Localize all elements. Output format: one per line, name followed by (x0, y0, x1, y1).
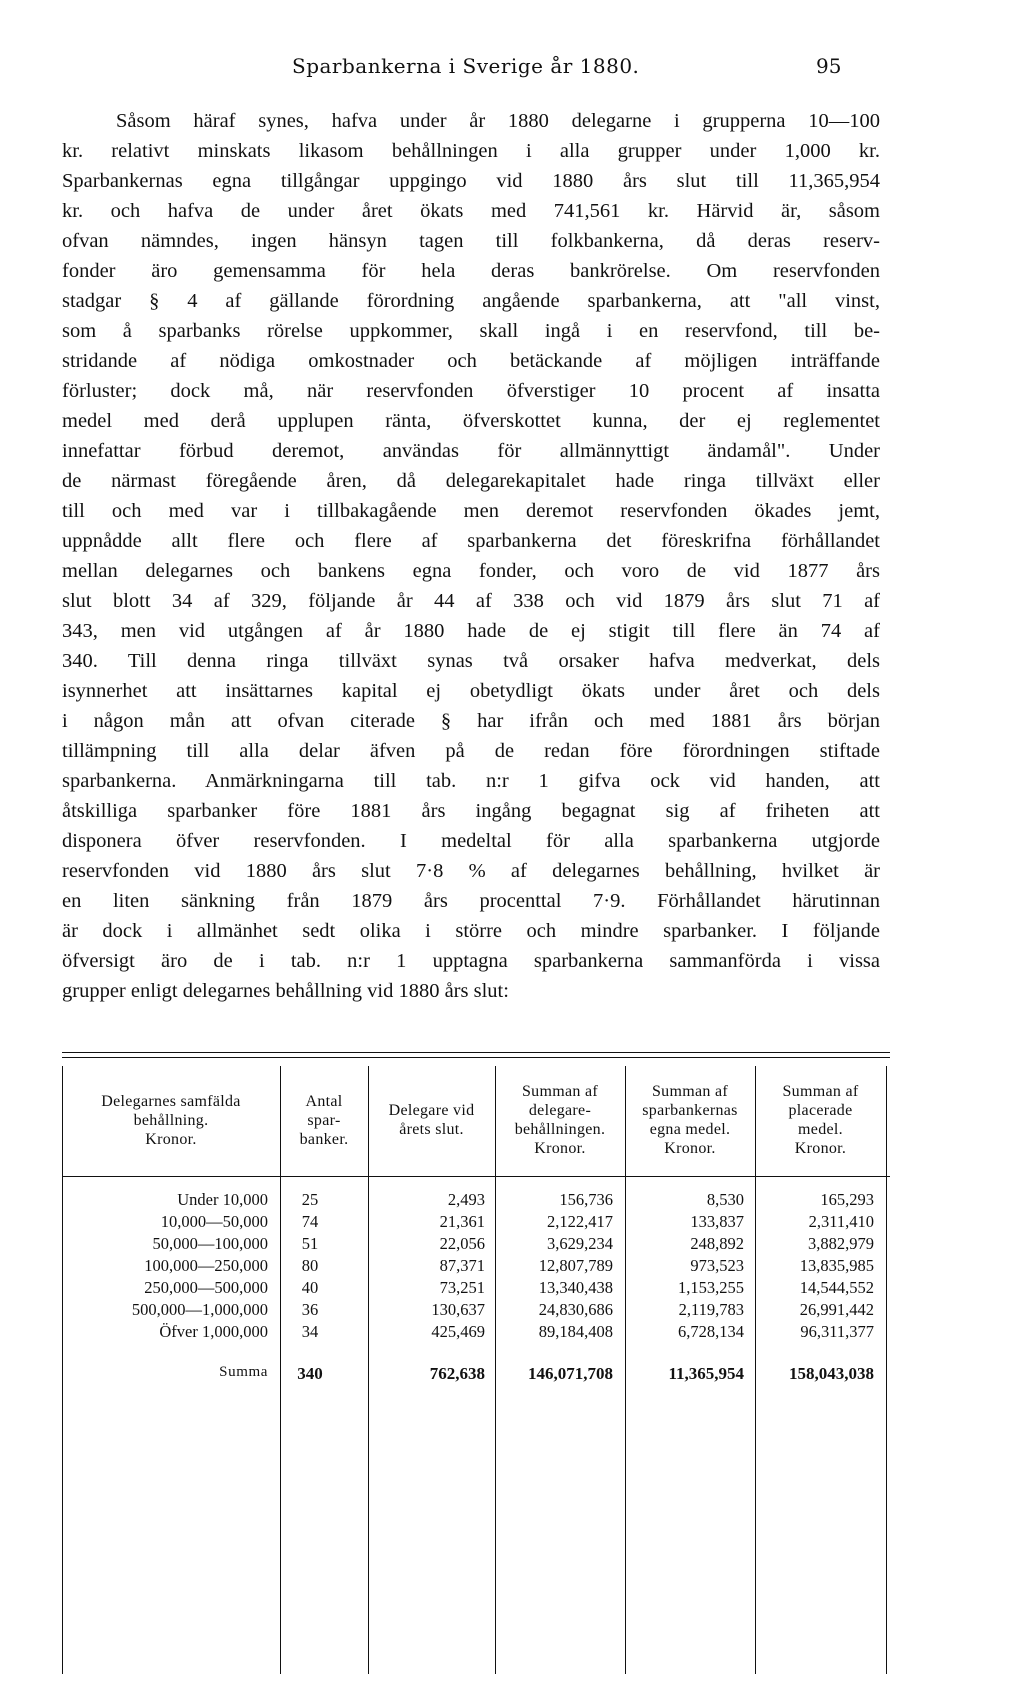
table-cell: 74 (301, 1212, 319, 1231)
table-cell: 22,056 (439, 1234, 485, 1253)
table-row (62, 1278, 890, 1300)
table-cell: 34 (301, 1322, 319, 1341)
column-header-line: medel. (798, 1121, 843, 1138)
text-line: fonder äro gemensamma för hela deras bankrörelse. Om reservfonden (62, 260, 880, 282)
table-cell: 156,736 (559, 1190, 613, 1209)
text-line: grupper enligt delegarnes behållning vid 1880 års slut: (62, 980, 509, 1002)
total-cell: 146,071,708 (528, 1364, 613, 1383)
table-cell: 12,807,789 (538, 1256, 613, 1275)
table-cell: 25 (301, 1190, 319, 1209)
table-row (62, 1300, 890, 1322)
table-top-rule-inner (62, 1057, 890, 1058)
table-row (62, 1190, 890, 1212)
text-line: stadgar § 4 af gällande förordning angående sparbankerna, att "all vinst, (62, 290, 880, 312)
row-label: 100,000—250,000 (144, 1256, 268, 1275)
table-cell: 133,837 (690, 1212, 744, 1231)
column-header-line: delegare- (528, 1102, 592, 1119)
text-line: uppnådde allt flere och flere af sparbankerna det föreskrifna förhållandet (62, 530, 880, 552)
total-cell: 762,638 (429, 1364, 485, 1383)
text-line: mellan delegarnes och bankens egna fonder, och voro de vid 1877 års (62, 560, 880, 582)
total-row (62, 1364, 890, 1386)
row-label: 500,000—1,000,000 (131, 1300, 268, 1319)
column-header (280, 1066, 368, 1174)
text-line: de närmast föregående åren, då delegarekapitalet hade ringa tillväxt eller (62, 470, 880, 492)
row-label: Under 10,000 (177, 1190, 268, 1209)
table-cell: 3,629,234 (547, 1234, 613, 1253)
text-line: förluster; dock må, när reservfonden öfverstiger 10 procent af insatta (62, 380, 880, 402)
table-cell: 2,493 (447, 1190, 485, 1209)
total-label: Summa (219, 1364, 268, 1380)
text-line: Sparbankernas egna tillgångar uppgingo vid 1880 års slut till 11,365,954 (62, 170, 880, 192)
table-cell: 89,184,408 (538, 1322, 613, 1341)
table-cell: 80 (301, 1256, 319, 1275)
table-row (62, 1256, 890, 1278)
column-header-line: årets slut. (399, 1121, 464, 1138)
table-cell: 165,293 (820, 1190, 874, 1209)
row-label: 10,000—50,000 (160, 1212, 268, 1231)
column-header-line: behållning. (133, 1111, 209, 1129)
column-header-line: spar- (307, 1111, 341, 1129)
column-header-line: Kronor. (664, 1140, 716, 1157)
table-cell: 51 (301, 1234, 319, 1253)
table-cell: 2,119,783 (678, 1300, 744, 1319)
table-cell: 425,469 (431, 1322, 485, 1341)
column-header (62, 1066, 280, 1174)
row-label: Öfver 1,000,000 (159, 1322, 268, 1341)
table-cell: 2,122,417 (547, 1212, 613, 1231)
column-header-line: placerade (788, 1102, 853, 1119)
column-header-line: Summan af (782, 1083, 859, 1100)
table-cell: 14,544,552 (799, 1278, 874, 1297)
column-header-line: Kronor. (794, 1140, 847, 1157)
running-title: Sparbankerna i Sverige år 1880. (292, 54, 640, 78)
column-header (625, 1066, 755, 1174)
page-number: 95 (816, 54, 842, 78)
table-row (62, 1322, 890, 1344)
table-cell: 87,371 (439, 1256, 485, 1275)
column-header-line: Summan af (521, 1083, 598, 1100)
text-line: disponera öfver reservfonden. I medeltal för alla sparbankerna utgjorde (62, 830, 880, 852)
text-line: innefattar förbud deremot, användas för allmännyttigt ändamål". Under (62, 440, 880, 462)
column-header-line: sparbankernas (642, 1102, 738, 1119)
row-label: 50,000—100,000 (152, 1234, 268, 1253)
total-cell: 11,365,954 (668, 1364, 744, 1383)
table-header-rule (62, 1176, 890, 1177)
page-header (60, 50, 860, 82)
table-top-rule (62, 1052, 890, 1053)
text-line: ofvan nämndes, ingen hänsyn tagen till folkbankerna, då deras reserv- (62, 230, 880, 252)
column-header (755, 1066, 886, 1174)
column-header-line: Summan af (651, 1083, 728, 1100)
table-cell: 13,835,985 (799, 1256, 874, 1275)
column-header-line: egna medel. (649, 1121, 731, 1138)
text-line: en liten sänkning från 1879 års procenttal 7·9. Förhållandet härutinnan (62, 890, 880, 912)
text-line: kr. relativt minskats likasom behållningen i alla grupper under 1,000 kr. (62, 140, 880, 162)
table-cell: 13,340,438 (538, 1278, 613, 1297)
summary-table (62, 1052, 892, 1682)
text-line: åtskilliga sparbanker före 1881 års ingång begagnat sig af friheten att (62, 800, 880, 822)
table-cell: 73,251 (439, 1278, 485, 1297)
text-line: till och med var i tillbakagående men deremot reservfonden ökades jemt, (62, 500, 880, 522)
table-cell: 6,728,134 (678, 1322, 744, 1341)
table-cell: 8,530 (706, 1190, 744, 1209)
column-header-line: Delegarnes samfälda (101, 1092, 241, 1110)
text-line: medel med derå upplupen ränta, öfverskottet kunna, der ej reglementet (62, 410, 880, 432)
table-cell: 36 (301, 1300, 319, 1319)
row-label: 250,000—500,000 (144, 1278, 268, 1297)
table-cell: 40 (301, 1278, 319, 1297)
text-line: sparbankerna. Anmärkningarna till tab. n:r 1 gifva ock vid handen, att (62, 770, 880, 792)
text-line: kr. och hafva de under året ökats med 741,561 kr. Härvid är, såsom (62, 200, 880, 222)
table-cell: 2,311,410 (808, 1212, 874, 1231)
text-line: som å sparbanks rörelse uppkommer, skall ingå i en reservfond, till be- (62, 320, 880, 342)
column-header (495, 1066, 625, 1174)
column-header (368, 1066, 495, 1174)
table-row (62, 1212, 890, 1234)
table-cell: 973,523 (690, 1256, 744, 1275)
table-cell: 26,991,442 (799, 1300, 874, 1319)
column-header-line: Kronor. (534, 1140, 586, 1157)
body-paragraph (62, 106, 880, 1006)
table-cell: 1,153,255 (678, 1278, 744, 1297)
table-cell: 21,361 (439, 1212, 485, 1231)
total-cell: 158,043,038 (789, 1364, 874, 1383)
column-header-line: Kronor. (145, 1130, 197, 1148)
column-header-line: Delegare vid (388, 1102, 475, 1119)
total-cell: 340 (297, 1364, 323, 1383)
text-line: reservfonden vid 1880 års slut 7·8 % af delegarnes behållning, hvilket är (62, 860, 880, 882)
table-cell: 130,637 (431, 1300, 485, 1319)
text-line: öfversigt äro de i tab. n:r 1 upptagna sparbankerna sammanförda i vissa (62, 950, 880, 972)
text-line: 343, men vid utgången af år 1880 hade de ej stigit till flere än 74 af (62, 620, 880, 642)
table-cell: 24,830,686 (538, 1300, 613, 1319)
text-line: tillämpning till alla delar äfven på de redan före förordningen stiftade (62, 740, 880, 762)
text-line: 340. Till denna ringa tillväxt synas två orsaker hafva medverkat, dels (62, 650, 880, 672)
column-header-line: banker. (299, 1130, 349, 1148)
text-line: Såsom häraf synes, hafva under år 1880 delegarne i grupperna 10—100 (116, 110, 880, 132)
column-header-line: Antal (305, 1092, 343, 1110)
table-cell: 96,311,377 (800, 1322, 874, 1341)
text-line: stridande af nödiga omkostnader och betäckande af möjligen inträffande (62, 350, 880, 372)
column-header-line: behållningen. (514, 1121, 606, 1138)
table-cell: 3,882,979 (808, 1234, 874, 1253)
text-line: isynnerhet att insättarnes kapital ej obetydligt ökats under året och dels (62, 680, 880, 702)
table-cell: 248,892 (690, 1234, 744, 1253)
text-line: i någon mån att ofvan citerade § har ifrån och med 1881 års början (62, 710, 880, 732)
text-line: slut blott 34 af 329, följande år 44 af 338 och vid 1879 års slut 71 af (62, 590, 880, 612)
text-line: är dock i allmänhet sedt olika i större och mindre sparbanker. I följande (62, 920, 880, 942)
table-row (62, 1234, 890, 1256)
